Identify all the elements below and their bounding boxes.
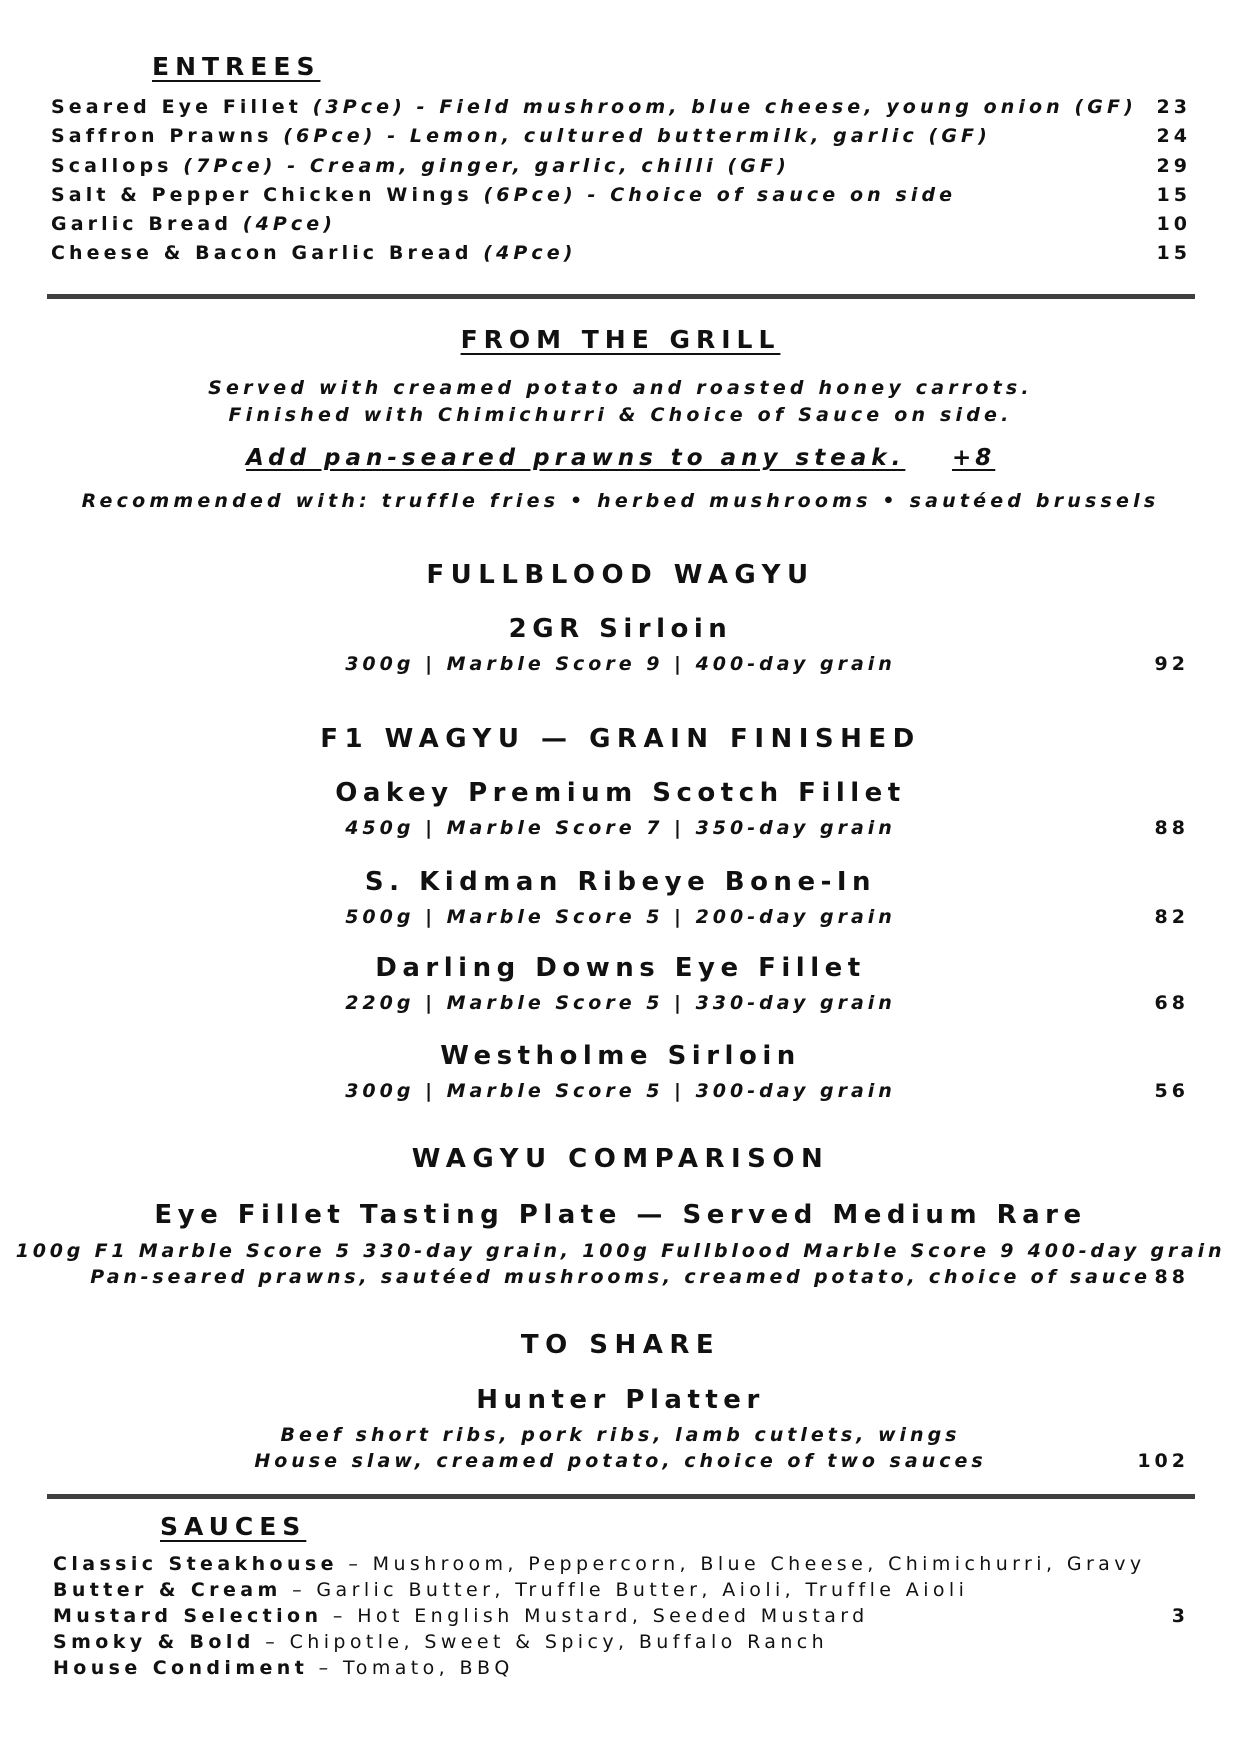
entree-item	[51, 213, 1191, 235]
sauce-group-name: Smoky & Bold	[53, 1631, 255, 1653]
steak-price: 56	[1154, 1080, 1189, 1102]
entree-item	[51, 125, 1191, 147]
entree-name: Seared Eye Fillet	[51, 96, 302, 118]
entree-desc: (6Pce) - Choice of sauce on side	[483, 184, 957, 206]
entrees-heading: ENTREES	[152, 52, 321, 81]
sauce-list: – Tomato, BBQ	[308, 1657, 514, 1679]
comparison-heading: WAGYU COMPARISON	[411, 1144, 830, 1174]
entree-desc: (4Pce)	[242, 213, 337, 235]
sauce-line	[53, 1579, 968, 1601]
share-name: Hunter Platter	[476, 1385, 765, 1415]
fullblood-heading: FULLBLOOD WAGYU	[426, 560, 815, 590]
entree-price: 15	[1156, 184, 1191, 206]
steak-name: 2GR Sirloin	[508, 614, 733, 644]
steak-detail: 500g | Marble Score 5 | 200-day grain	[345, 906, 896, 928]
entree-name: Cheese & Bacon Garlic Bread	[51, 242, 473, 264]
grill-heading: FROM THE GRILL	[460, 325, 781, 354]
sauce-list: – Garlic Butter, Truffle Butter, Aioli, Truffle Aioli	[281, 1579, 969, 1601]
steak-detail: 300g | Marble Score 5 | 300-day grain	[345, 1080, 896, 1102]
entree-desc: (6Pce) - Lemon, cultured buttermilk, garlic (GF)	[283, 125, 991, 147]
entree-item	[51, 155, 1191, 177]
entree-desc: (4Pce)	[483, 242, 577, 264]
steak-price: 68	[1154, 992, 1189, 1014]
sauce-group-name: Mustard Selection	[53, 1605, 323, 1627]
steak-detail: 450g | Marble Score 7 | 350-day grain	[345, 817, 896, 839]
sauce-group-name: House Condiment	[53, 1657, 309, 1679]
addon-text: Add pan-seared prawns to any steak.	[246, 445, 906, 471]
entree-name: Saffron Prawns	[51, 125, 273, 147]
f1-heading: F1 WAGYU — GRAIN FINISHED	[320, 724, 921, 754]
sauce-group-name: Butter & Cream	[53, 1579, 282, 1601]
entree-price: 23	[1156, 96, 1191, 118]
comparison-line1: 100g F1 Marble Score 5 330-day grain, 100g Fullblood Marble Score 9 400-day grain	[15, 1240, 1226, 1262]
sauces-heading: SAUCES	[160, 1512, 307, 1541]
entree-item	[51, 96, 1191, 118]
grill-intro-line2: Finished with Chimichurri & Choice of Sauce on side.	[228, 404, 1013, 426]
entree-desc: (7Pce) - Cream, ginger, garlic, chilli (GF)	[183, 155, 790, 177]
entree-item	[51, 242, 1191, 264]
comparison-name: Eye Fillet Tasting Plate — Served Medium Rare	[154, 1200, 1087, 1230]
share-line2: House slaw, creamed potato, choice of two sauces	[254, 1450, 987, 1472]
sauce-line	[53, 1553, 1146, 1575]
steak-detail: 300g | Marble Score 9 | 400-day grain	[345, 653, 896, 675]
entree-price: 24	[1156, 125, 1191, 147]
steak-price: 88	[1154, 817, 1189, 839]
steak-detail: 220g | Marble Score 5 | 330-day grain	[345, 992, 896, 1014]
steak-price: 82	[1154, 906, 1189, 928]
sauce-line	[53, 1605, 869, 1627]
comparison-line2: Pan-seared prawns, sautéed mushrooms, creamed potato, choice of sauce	[90, 1266, 1151, 1288]
comparison-price: 88	[1154, 1266, 1189, 1288]
entree-item	[51, 184, 1191, 206]
addon-price: +8	[952, 445, 996, 471]
entree-name: Scallops	[51, 155, 173, 177]
share-heading: TO SHARE	[520, 1330, 721, 1360]
sauce-list: – Chipotle, Sweet & Spicy, Buffalo Ranch	[254, 1631, 829, 1653]
sauce-list: – Hot English Mustard, Seeded Mustard	[322, 1605, 869, 1627]
sauce-line	[53, 1631, 828, 1653]
entree-price: 15	[1156, 242, 1191, 264]
recommended-line: Recommended with: truffle fries • herbed mushrooms • sautéed brussels	[81, 490, 1160, 512]
grill-intro-line1: Served with creamed potato and roasted honey carrots.	[208, 377, 1033, 399]
share-price: 102	[1137, 1450, 1189, 1472]
entree-desc: (3Pce) - Field mushroom, blue cheese, young onion (GF)	[312, 96, 1137, 118]
entree-price: 10	[1156, 213, 1191, 235]
sauce-group-name: Classic Steakhouse	[53, 1553, 338, 1575]
steak-price: 92	[1154, 653, 1189, 675]
section-divider	[47, 1494, 1195, 1499]
steak-name: S. Kidman Ribeye Bone-In	[364, 867, 877, 897]
sauce-price: 3	[1171, 1605, 1189, 1627]
sauce-list: – Mushroom, Peppercorn, Blue Cheese, Chimichurri, Gravy	[337, 1553, 1146, 1575]
grill-heading-wrap	[0, 325, 1241, 354]
entree-name: Salt & Pepper Chicken Wings	[51, 184, 473, 206]
share-line1: Beef short ribs, pork ribs, lamb cutlets, wings	[280, 1424, 961, 1446]
section-divider	[47, 294, 1195, 299]
sauce-line	[53, 1657, 514, 1679]
entree-price: 29	[1156, 155, 1191, 177]
steak-name: Westholme Sirloin	[440, 1041, 801, 1071]
steak-name: Oakey Premium Scotch Fillet	[335, 778, 906, 808]
entree-name: Garlic Bread	[51, 213, 233, 235]
steak-name: Darling Downs Eye Fillet	[375, 953, 866, 983]
